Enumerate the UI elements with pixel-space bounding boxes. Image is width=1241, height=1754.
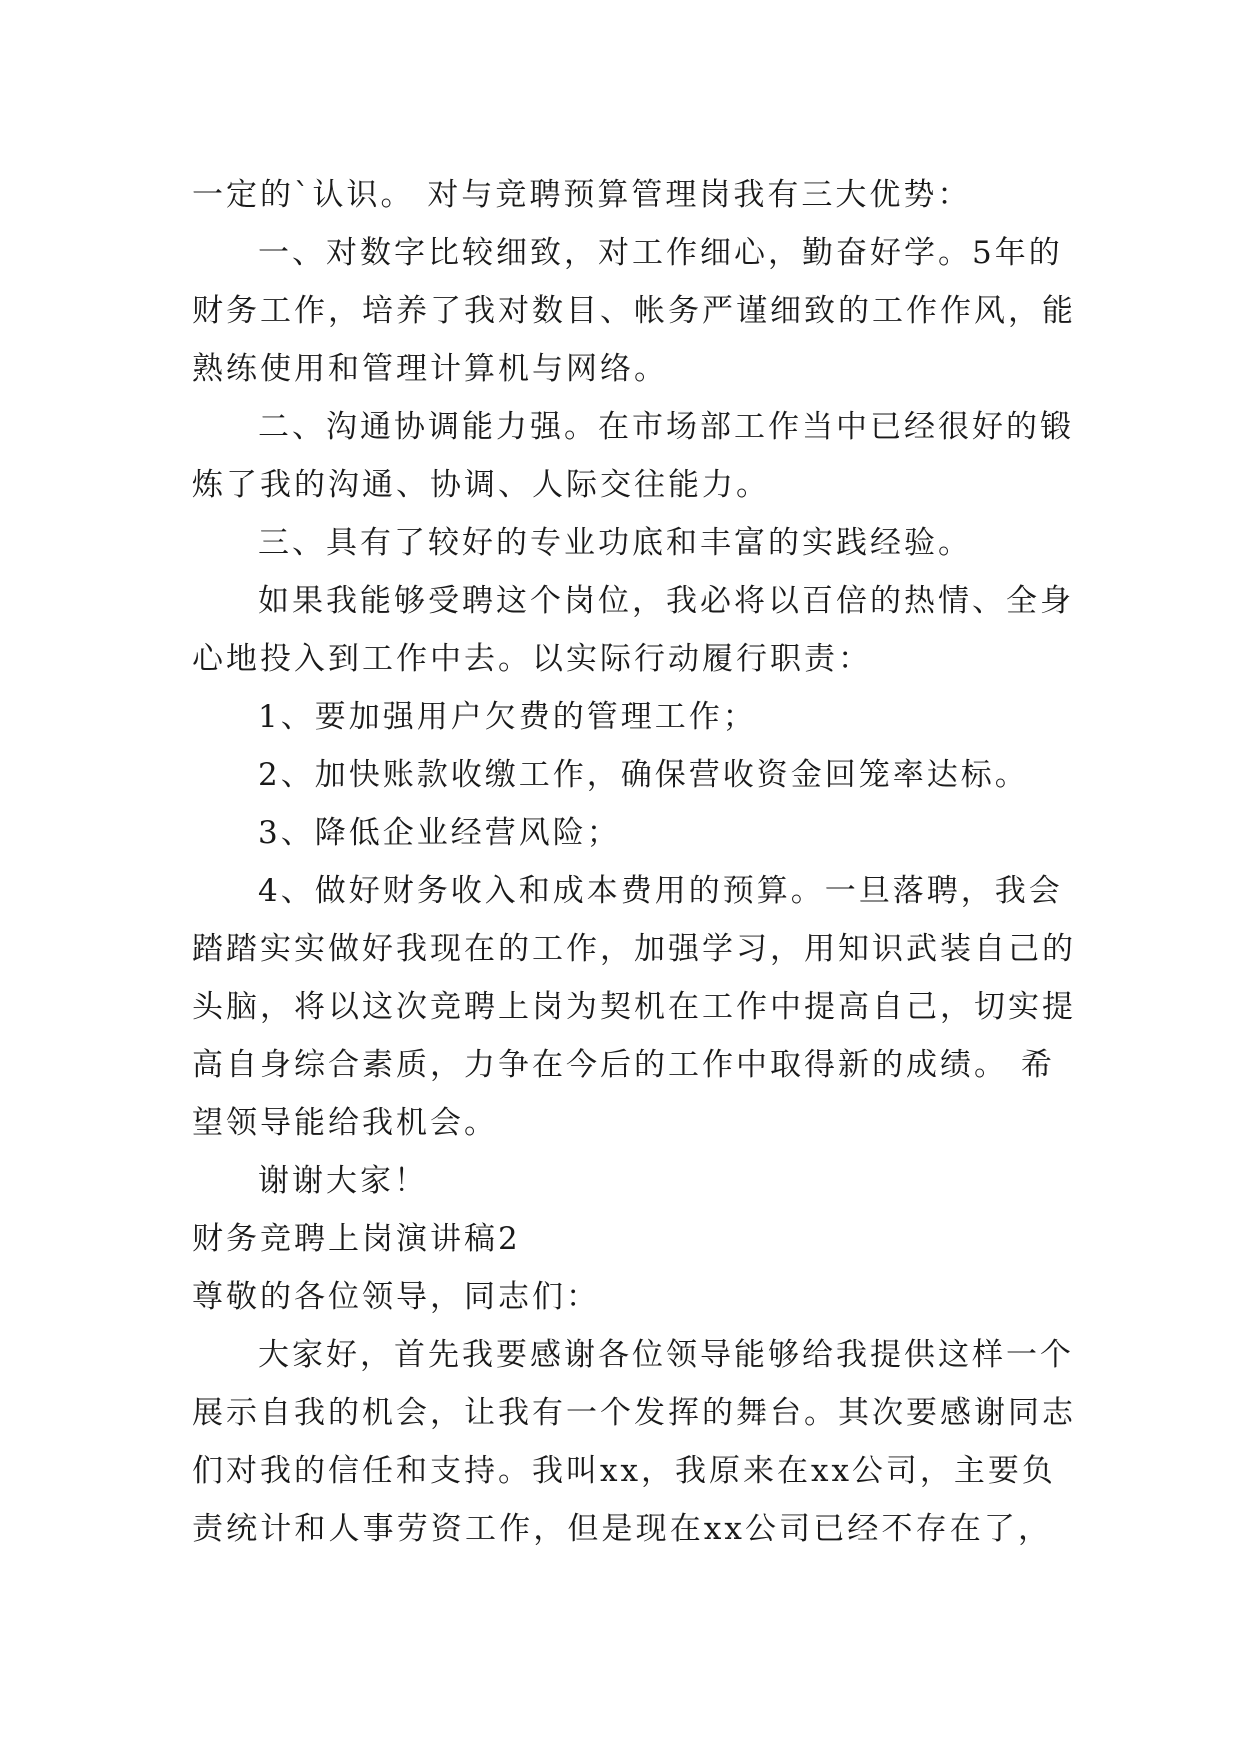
text-line: 大家好，首先我要感谢各位领导能够给我提供这样一个 xyxy=(258,1337,1074,1373)
text-line: 责统计和人事劳资工作，但是现在xx公司已经不存在了， xyxy=(192,1511,1052,1547)
text-line: 炼了我的沟通、协调、人际交往能力。 xyxy=(192,467,770,503)
text-line: 3、降低企业经营风险； xyxy=(258,815,621,851)
text-line: 2、加快账款收缴工作，确保营收资金回笼率达标。 xyxy=(258,757,1029,793)
text-line: 望领导能给我机会。 xyxy=(192,1105,498,1141)
text-line: 一定的`认识。 对与竞聘预算管理岗我有三大优势： xyxy=(192,177,972,213)
salutation: 尊敬的各位领导，同志们： xyxy=(192,1279,600,1315)
text-line: 高自身综合素质，力争在今后的工作中取得新的成绩。 希 xyxy=(192,1047,1055,1083)
text-line: 踏踏实实做好我现在的工作，加强学习，用知识武装自己的 xyxy=(192,931,1076,967)
text-line: 三、具有了较好的专业功底和丰富的实践经验。 xyxy=(258,525,972,561)
text-line: 头脑，将以这次竞聘上岗为契机在工作中提高自己，切实提 xyxy=(192,989,1076,1025)
section-heading: 财务竞聘上岗演讲稿2 xyxy=(192,1221,521,1257)
text-line: 如果我能够受聘这个岗位，我必将以百倍的热情、全身 xyxy=(258,583,1074,619)
text-line: 谢谢大家！ xyxy=(258,1163,428,1199)
text-line: 心地投入到工作中去。以实际行动履行职责： xyxy=(192,641,872,677)
text-line: 4、做好财务收入和成本费用的预算。一旦落聘，我会 xyxy=(258,873,1063,909)
text-line: 1、要加强用户欠费的管理工作； xyxy=(258,699,757,735)
text-line: 们对我的信任和支持。我叫xx，我原来在xx公司，主要负 xyxy=(192,1453,1056,1489)
text-line: 熟练使用和管理计算机与网络。 xyxy=(192,351,668,387)
text-line: 财务工作，培养了我对数目、帐务严谨细致的工作作风，能 xyxy=(192,293,1076,329)
text-line: 一、对数字比较细致，对工作细心，勤奋好学。5年的 xyxy=(258,235,1063,271)
text-line: 二、沟通协调能力强。在市场部工作当中已经很好的锻 xyxy=(258,409,1074,445)
text-line: 展示自我的机会，让我有一个发挥的舞台。其次要感谢同志 xyxy=(192,1395,1076,1431)
document-body xyxy=(192,166,1076,1558)
